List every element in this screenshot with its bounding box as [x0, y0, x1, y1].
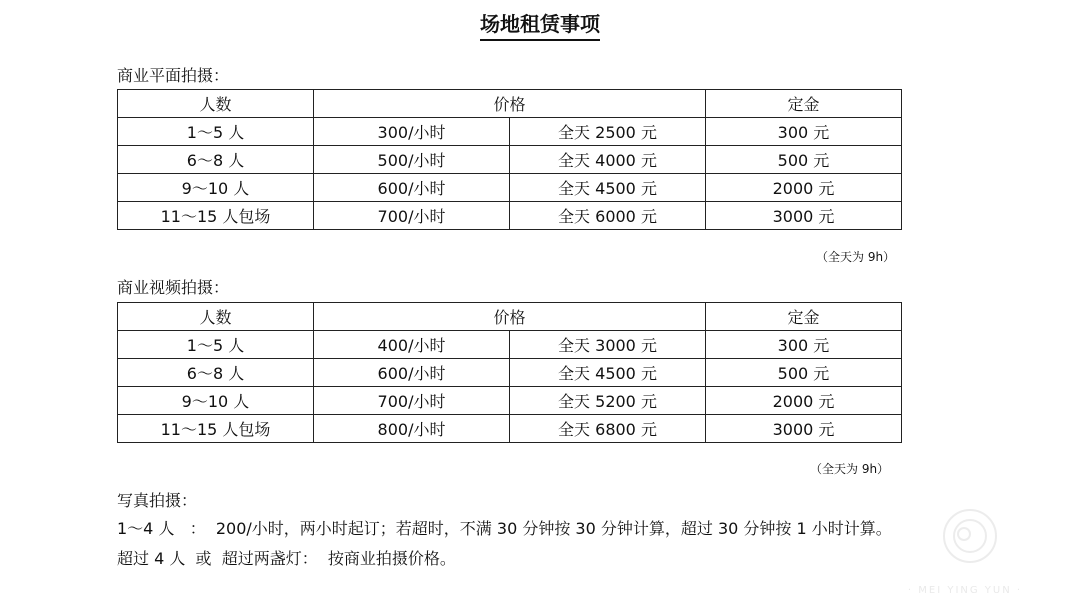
header-deposit: 定金 [706, 90, 902, 118]
header-deposit: 定金 [706, 303, 902, 331]
cell-hourly: 600/小时 [314, 174, 510, 202]
commercial-video-label: 商业视频拍摄： [117, 278, 230, 297]
table-row [118, 359, 902, 387]
table-row [118, 146, 902, 174]
cell-day: 全天 2500 元 [510, 118, 706, 146]
commercial-photo-table [117, 89, 902, 230]
page-title: 场地租赁事项 [0, 10, 1080, 41]
cell-deposit: 300 元 [706, 331, 902, 359]
header-people: 人数 [118, 303, 314, 331]
table-header-row [118, 303, 902, 331]
cell-deposit: 2000 元 [706, 387, 902, 415]
cell-people: 11～15 人包场 [118, 415, 314, 443]
cell-deposit: 500 元 [706, 146, 902, 174]
watermark-text: · MEI YING YUN · [907, 585, 1023, 596]
cell-people: 9～10 人 [118, 174, 314, 202]
cell-people: 6～8 人 [118, 359, 314, 387]
cell-people: 1～5 人 [118, 331, 314, 359]
cell-people: 11～15 人包场 [118, 202, 314, 230]
cloud-logo-icon [940, 506, 1000, 566]
cell-day: 全天 3000 元 [510, 331, 706, 359]
cell-deposit: 3000 元 [706, 415, 902, 443]
table-row [118, 331, 902, 359]
table-row [118, 415, 902, 443]
cell-people: 9～10 人 [118, 387, 314, 415]
table-row [118, 174, 902, 202]
header-price: 价格 [314, 90, 706, 118]
table-row [118, 202, 902, 230]
cell-deposit: 300 元 [706, 118, 902, 146]
commercial-photo-label: 商业平面拍摄： [117, 66, 230, 85]
cell-hourly: 700/小时 [314, 202, 510, 230]
cell-hourly: 700/小时 [314, 387, 510, 415]
cell-deposit: 3000 元 [706, 202, 902, 230]
cell-hourly: 500/小时 [314, 146, 510, 174]
cell-hourly: 400/小时 [314, 331, 510, 359]
header-people: 人数 [118, 90, 314, 118]
cell-deposit: 2000 元 [706, 174, 902, 202]
cell-hourly: 300/小时 [314, 118, 510, 146]
cell-deposit: 500 元 [706, 359, 902, 387]
full-day-note: （全天为 9h） [810, 462, 890, 476]
cell-hourly: 800/小时 [314, 415, 510, 443]
cell-hourly: 600/小时 [314, 359, 510, 387]
cell-day: 全天 4000 元 [510, 146, 706, 174]
table-row [118, 118, 902, 146]
watermark [890, 506, 1040, 596]
table-header-row [118, 90, 902, 118]
portrait-rule-line: 1～4 人 ： 200/小时，两小时起订；若超时，不满 30 分钟按 30 分钟计算，超过 30 分钟按 1 小时计算。 [117, 519, 892, 538]
cell-people: 6～8 人 [118, 146, 314, 174]
cell-day: 全天 4500 元 [510, 359, 706, 387]
cell-day: 全天 6800 元 [510, 415, 706, 443]
cell-day: 全天 5200 元 [510, 387, 706, 415]
cell-people: 1～5 人 [118, 118, 314, 146]
cell-day: 全天 4500 元 [510, 174, 706, 202]
full-day-note: （全天为 9h） [816, 250, 896, 264]
table-row [118, 387, 902, 415]
portrait-label: 写真拍摄： [117, 491, 198, 510]
cell-day: 全天 6000 元 [510, 202, 706, 230]
commercial-video-table [117, 302, 902, 443]
header-price: 价格 [314, 303, 706, 331]
portrait-extra-line: 超过 4 人 或 超过两盏灯： 按商业拍摄价格。 [117, 549, 456, 568]
